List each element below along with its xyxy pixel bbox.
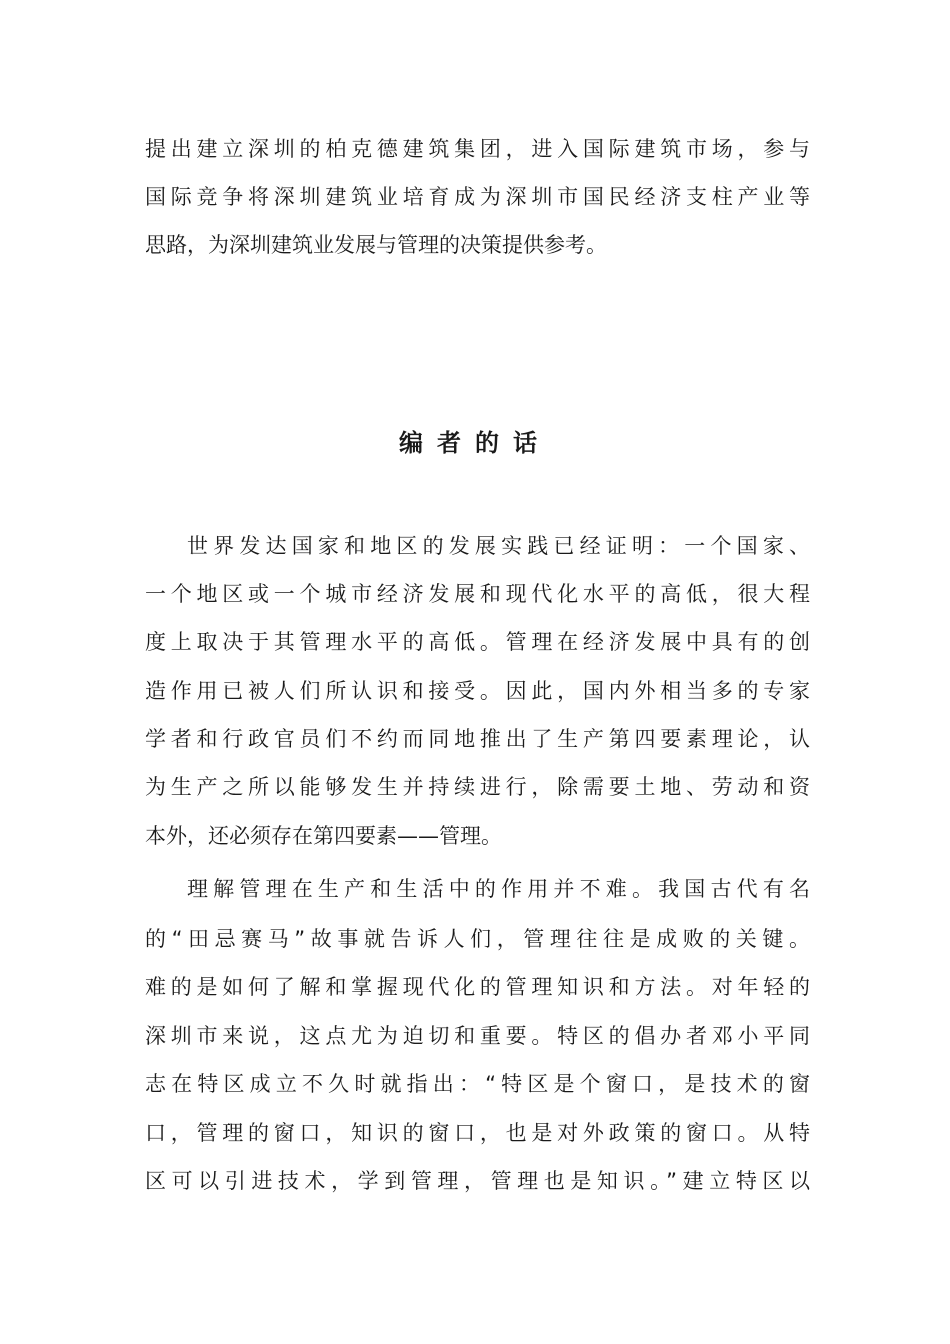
- paragraph-2-line-2: 的“田忌赛马”故事就告诉人们，管理往往是成败的关键。: [145, 927, 810, 951]
- intro-line-3: 思路，为深圳建筑业发展与管理的决策提供参考。: [145, 233, 607, 257]
- paragraph-2-line-6: 口，管理的窗口，知识的窗口，也是对外政策的窗口。从特: [145, 1121, 810, 1145]
- paragraph-1-line-6: 为生产之所以能够发生并持续进行，除需要土地、劳动和资: [145, 775, 810, 799]
- paragraph-1-line-7: 本外，还必须存在第四要素——管理。: [145, 824, 502, 848]
- intro-line-1: 提出建立深圳的柏克德建筑集团，进入国际建筑市场，参与: [145, 137, 810, 161]
- paragraph-1-line-1: 世界发达国家和地区的发展实践已经证明：一个国家、: [187, 534, 810, 558]
- paragraph-1-line-2: 一个地区或一个城市经济发展和现代化水平的高低，很大程: [145, 582, 810, 606]
- paragraph-1-line-5: 学者和行政官员们不约而同地推出了生产第四要素理论，认: [145, 727, 810, 751]
- paragraph-2-line-1: 理解管理在生产和生活中的作用并不难。我国古代有名: [187, 877, 810, 901]
- paragraph-1-line-4: 造作用已被人们所认识和接受。因此，国内外相当多的专家: [145, 679, 810, 703]
- paragraph-2-line-3: 难的是如何了解和掌握现代化的管理知识和方法。对年轻的: [145, 975, 810, 999]
- section-title: 编者的话: [399, 429, 551, 457]
- paragraph-2-line-4: 深圳市来说，这点尤为迫切和重要。特区的倡办者邓小平同: [145, 1024, 810, 1048]
- intro-line-2: 国际竞争将深圳建筑业培育成为深圳市国民经济支柱产业等: [145, 185, 810, 209]
- paragraph-1-line-3: 度上取决于其管理水平的高低。管理在经济发展中具有的创: [145, 630, 810, 654]
- paragraph-2-line-5: 志在特区成立不久时就指出：“特区是个窗口，是技术的窗: [145, 1072, 810, 1096]
- paragraph-2-line-7: 区可以引进技术，学到管理，管理也是知识。”建立特区以: [145, 1169, 810, 1193]
